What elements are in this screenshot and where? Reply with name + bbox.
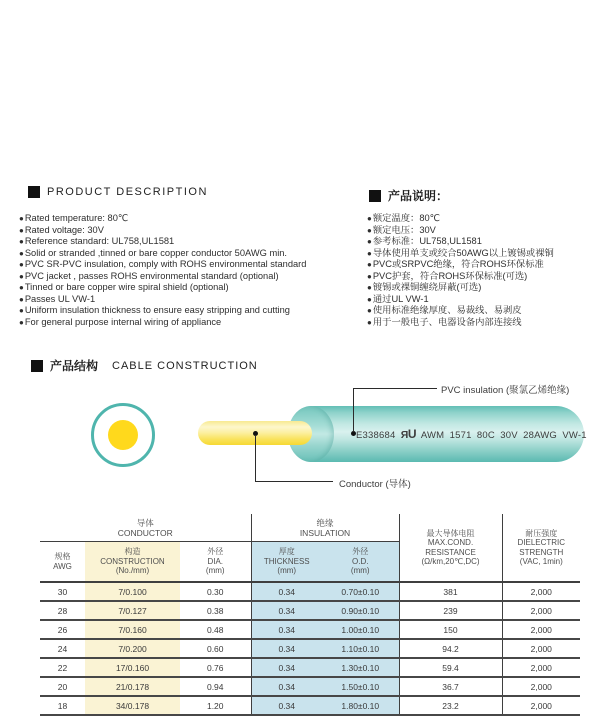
bullet-icon: ● [19,294,24,304]
bullet-icon: ● [19,214,24,223]
pvc-insulation-label: PVC insulation (聚氯乙烯绝缘) [441,385,570,396]
product-notes-item: ●导体使用单支或绞合50AWG以上镀锡或裸铜 [367,247,554,258]
strength-value: 2,000 [502,677,580,696]
bullet-icon: ● [19,317,24,327]
conductor-group-header: 导体 CONDUCTOR [40,514,251,542]
thickness-value: 0.34 [251,658,322,677]
awg-column-header: 规格 AWG [40,542,85,583]
awg-value: 30 [40,582,85,601]
resistance-value: 36.7 [399,677,502,696]
product-description-item: ●PVC jacket , passes ROHS environmental standard (optional) [19,270,279,281]
thickness-value: 0.34 [251,639,322,658]
table-row [40,658,580,677]
product-notes-item: ●额定温度：80℃ [367,213,441,223]
conductor-leader-line-h [255,481,333,482]
od-value: 1.80±0.10 [322,696,399,715]
product-description-item: ●For general purpose internal wiring of appliance [19,316,222,327]
bullet-icon: ● [367,260,372,270]
construction-value: 7/0.127 [85,601,180,620]
bullet-icon: ● [367,225,372,235]
bullet-icon: ● [367,283,372,293]
thickness-column-header: 厚度 THICKNESS (mm) [251,542,322,583]
awg-value: 28 [40,601,85,620]
bullet-icon: ● [19,248,24,258]
bullet-icon: ● [19,306,24,316]
od-column-header: 外径 O.D. (mm) [322,542,399,583]
group-header-row [40,514,580,542]
product-notes-item: ●PVC护套，符合ROHS环保标准(可选) [367,270,528,281]
construction-value: 7/0.160 [85,620,180,639]
product-description-item: ●Uniform insulation thickness to ensure easy stripping and cutting [19,305,290,316]
resistance-value: 59.4 [399,658,502,677]
od-value: 1.50±0.10 [322,677,399,696]
product-description-header [28,186,208,198]
product-notes-item: ●额定电压：30V [367,224,436,235]
construction-value: 34/0.178 [85,696,180,715]
product-notes-list [367,213,554,328]
cross-section-conductor-core [108,420,138,450]
table-row [40,696,580,715]
awg-value: 22 [40,658,85,677]
product-notes-item: ●用于一般电子、电器设备内部连接线 [367,316,522,327]
conductor-label: Conductor (导体) [339,479,411,490]
strength-value: 2,000 [502,658,580,677]
construction-value: 7/0.100 [85,582,180,601]
bullet-icon: ● [19,283,24,293]
dia-column-header: 外径 DIA. (mm) [180,542,251,583]
pvc-leader-line-h [353,388,437,389]
resistance-value: 150 [399,620,502,639]
strength-value: 2,000 [502,639,580,658]
strength-value: 2,000 [502,620,580,639]
table-row [40,677,580,696]
section-square-marker [28,186,40,198]
bullet-icon: ● [367,317,372,327]
awg-value: 24 [40,639,85,658]
thickness-value: 0.34 [251,620,322,639]
od-value: 0.70±0.10 [322,582,399,601]
product-notes-item: ●参考标准：UL758,UL1581 [367,236,482,247]
resistance-value: 239 [399,601,502,620]
od-value: 1.00±0.10 [322,620,399,639]
strength-value: 2,000 [502,582,580,601]
insulation-group-header: 绝缘 INSULATION [251,514,399,542]
product-description-item: ●Rated temperature: 80℃ [19,213,129,223]
bullet-icon: ● [19,237,24,247]
product-notes-item: ●PVC或SRPVC绝缘，符合ROHS环保标准 [367,259,544,270]
product-description-item: ●Passes UL VW-1 [19,293,96,304]
bullet-icon: ● [367,248,372,258]
product-notes-item: ●镀锡或裸铜缠绕屏蔽(可选) [367,282,482,293]
table-row [40,582,580,601]
awg-value: 26 [40,620,85,639]
construction-value: 7/0.200 [85,639,180,658]
cable-construction-title-en: CABLE CONSTRUCTION [112,359,258,372]
od-value: 0.90±0.10 [322,601,399,620]
product-notes-title: 产品说明： [388,189,449,203]
dia-value: 1.20 [180,696,251,715]
table-row [40,639,580,658]
product-notes-item: ●通过UL VW-1 [367,293,429,304]
dia-value: 0.48 [180,620,251,639]
strength-column-header: 耐压强度 DIELECTRIC STRENGTH (VAC, 1min) [502,514,580,582]
product-notes-item: ●使用标准绝缘厚度、易裁线、易剥皮 [367,305,522,316]
bullet-icon: ● [19,260,24,270]
awg-value: 18 [40,696,85,715]
product-description-title: PRODUCT DESCRIPTION [47,186,208,198]
dia-value: 0.76 [180,658,251,677]
resistance-value: 94.2 [399,639,502,658]
strength-value: 2,000 [502,601,580,620]
cable-construction-header [31,357,258,374]
bullet-icon: ● [367,306,372,316]
product-description-item: ●Tinned or bare copper wire spiral shield (optional) [19,282,229,293]
pvc-leader-line-v [353,389,354,432]
awg-value: 20 [40,677,85,696]
section-square-marker [369,190,381,202]
table-body [40,582,580,715]
thickness-value: 0.34 [251,601,322,620]
dia-value: 0.30 [180,582,251,601]
strength-value: 2,000 [502,696,580,715]
bullet-icon: ● [367,237,372,247]
thickness-value: 0.34 [251,696,322,715]
od-value: 1.10±0.10 [322,639,399,658]
bullet-icon: ● [367,271,372,281]
bullet-icon: ● [19,225,24,235]
thickness-value: 0.34 [251,582,322,601]
cable-construction-title-cn: 产品结构 [50,359,99,373]
product-description-item: ●Solid or stranded ,tinned or bare copper conductor 50AWG min. [19,247,288,258]
construction-value: 21/0.178 [85,677,180,696]
dia-value: 0.60 [180,639,251,658]
conductor-leader-line-v [255,435,256,482]
product-description-list [19,213,306,328]
bullet-icon: ● [367,214,372,223]
resistance-value: 381 [399,582,502,601]
construction-value: 17/0.160 [85,658,180,677]
resistance-column-header: 最大导体电阻 MAX.COND. RESISTANCE (Ω/km,20℃,DC) [399,514,502,582]
thickness-value: 0.34 [251,677,322,696]
product-notes-header [369,187,448,204]
bullet-icon: ● [367,294,372,304]
bullet-icon: ● [19,271,24,281]
section-square-marker [31,360,43,372]
product-description-item: ●Reference standard: UL758,UL1581 [19,236,175,247]
product-description-item: ●Rated voltage: 30V [19,224,104,235]
od-value: 1.30±0.10 [322,658,399,677]
resistance-value: 23.2 [399,696,502,715]
table-row [40,601,580,620]
cable-print-legend: E338684 ЯU AWM 1571 80C 30V 28AWG VW-1 [356,427,587,441]
dia-value: 0.94 [180,677,251,696]
construction-column-header: 构造 CONSTRUCTION (No./mm) [85,542,180,583]
dia-value: 0.38 [180,601,251,620]
table-row [40,620,580,639]
specification-table [40,514,580,716]
product-description-item: ●PVC SR-PVC insulation, comply with ROHS environmental standard [19,259,307,270]
ul-recognized-icon: ЯU [400,427,416,441]
